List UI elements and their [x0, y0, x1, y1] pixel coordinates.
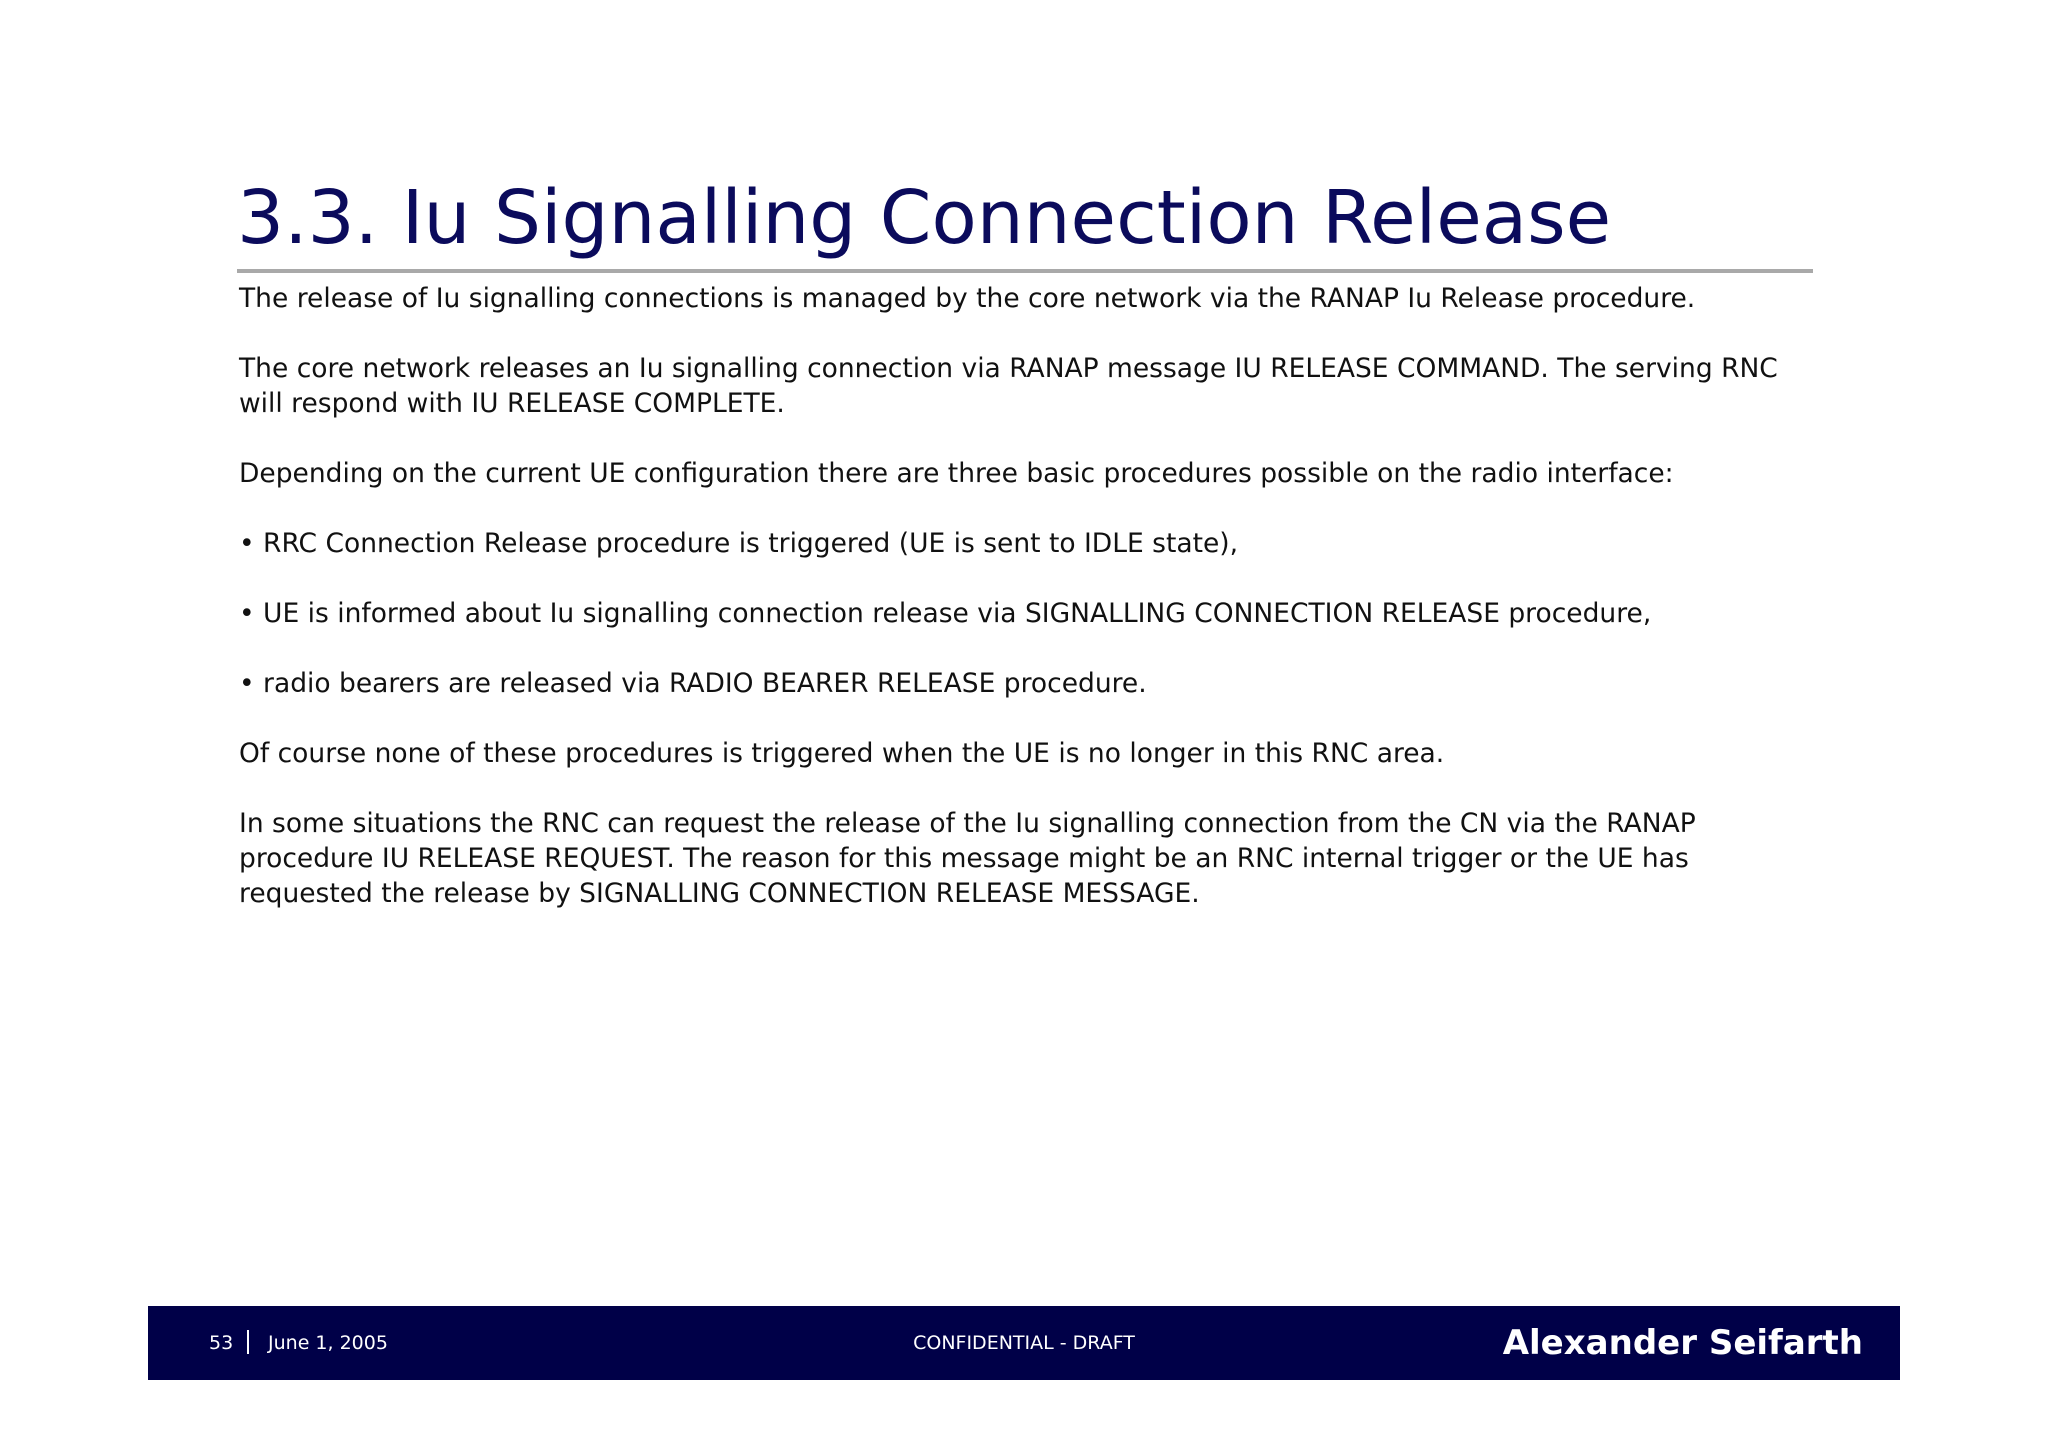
footer-bar — [148, 1306, 1900, 1380]
classification-label: CONFIDENTIAL - DRAFT — [913, 1332, 1135, 1354]
body-paragraph: Depending on the current UE configuration there are three basic procedures possible on the radio interface: — [239, 458, 1674, 489]
slide-title: 3.3. Iu Signalling Connection Release — [237, 175, 1612, 261]
bullet-item: • radio bearers are released via RADIO BEARER RELEASE procedure. — [239, 668, 1147, 699]
slide-body — [239, 281, 1819, 946]
body-paragraph: Of course none of these procedures is triggered when the UE is no longer in this RNC area. — [239, 738, 1445, 769]
body-paragraph: In some situations the RNC can request the release of the Iu signalling connection from the CN via the RANAP procedure IU RELEASE REQUEST. The reason for this message might be an RNC internal trigger or the UE has requested the release by SIGNALLING CONNECTION RELEASE MESSAGE. — [239, 808, 1696, 909]
bullet-item: • UE is informed about Iu signalling connection release via SIGNALLING CONNECTION RELEASE procedure, — [239, 598, 1652, 629]
footer-date: June 1, 2005 — [268, 1332, 388, 1354]
page-number: 53 — [209, 1332, 234, 1354]
body-paragraph: The release of Iu signalling connections is managed by the core network via the RANAP Iu Release procedure. — [239, 283, 1696, 314]
author-name: Alexander Seifarth — [1502, 1323, 1863, 1363]
title-divider — [237, 269, 1813, 273]
bullet-item: • RRC Connection Release procedure is triggered (UE is sent to IDLE state), — [239, 528, 1239, 559]
body-paragraph: The core network releases an Iu signalling connection via RANAP message IU RELEASE COMMAND. The serving RNC will respond with IU RELEASE COMPLETE. — [239, 353, 1778, 419]
